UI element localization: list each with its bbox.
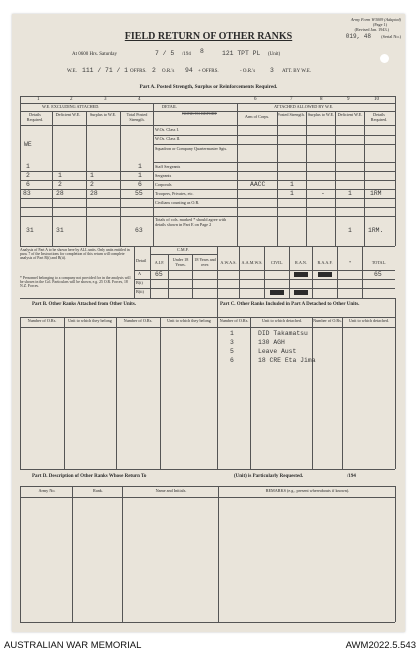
entry-c2-totals: 31 [56,227,64,234]
arm-corps-header: Arm of Corps. [244,114,270,119]
detail-troopers: Troopers, Privates, etc. [155,191,194,196]
entry-c1-sergeants: 2 [26,172,30,179]
detail-sqn-qm-sgts: Squadron or Company Quartermaster Sgts. [155,146,228,151]
details-required-header-2: Details Required. [370,112,388,122]
footer-institution: AUSTRALIAN WAR MEMORIAL [4,640,142,651]
detail-sergeants: Sergeants [155,173,172,178]
unit-label: (Unit) [268,52,281,57]
date-value: 7 / 5 [155,50,175,57]
surplus-header: Surplus to W.E. [89,112,117,117]
redaction-ran [294,272,308,277]
part-c-row-2-number: 3 [230,339,234,346]
col-2: 2 [70,97,73,102]
analysis-col-total: TOTAL. [371,260,387,265]
analysis-col-civil: CIVIL. [270,260,284,265]
at-hours-label: At 0600 Hrs. Saturday [72,52,117,57]
part-b-h-number-2: Number of O.Rs. [123,318,153,323]
part-c-row-1-unit: DID Takamatsu [258,330,308,337]
part-c-h-number: Number of O.Rs. [219,318,249,323]
unit-value: 121 TPT PL [222,50,261,57]
redaction-ran-2 [294,290,308,295]
part-b-title: Part B. Other Ranks Attached from Other Units. [32,302,137,307]
entry-c9-troopers: 1 [348,190,352,197]
part-c-row-3-unit: Leave Aust [258,348,297,355]
entry-c2-troopers: 28 [56,190,64,197]
revised-date: (Revised Jan. 1943.) [354,27,389,32]
form-sheet [12,14,405,632]
part-c-h-unit-2: Unit to which detached. [348,318,389,323]
col-9: 9 [347,97,350,102]
page-number: (Page 1) [372,22,387,27]
part-d-h-rank: Rank. [93,488,103,493]
entry-c8-troopers: - [321,190,325,197]
analysis-cmf-label: C.M.F. [177,247,189,252]
att-label: ATT. BY W.E. [282,69,312,74]
analysis-col-18-over: 18 Years and over. [194,257,216,267]
deficient-header: Deficient W.E. [55,112,81,117]
part-c-h-number-2: Number of O.Rs. [313,318,342,323]
analysis-total-a: 65 [374,271,382,278]
col-1: 1 [37,97,40,102]
analysis-col-under-18: Under 18 Years. [172,257,189,267]
detail-corporals: Corporals [155,182,172,187]
att-value: 3 [270,67,274,74]
analysis-col-raaf: R.A.A.F. [317,260,333,265]
we-tag: WE [24,141,32,148]
we-excluding-header: W.E. EXCLUDING ATTACHED. [42,104,100,109]
part-c-row-1-number: 1 [230,330,234,337]
detail-totals: Totals of cols. marked * should agree with details shown in Part E on Page 2 [155,217,227,227]
part-b-h-unit-2: Unit to which they belong [167,318,211,323]
entry-c1-staff-sgts: 1 [26,163,30,170]
entry-c3-troopers: 28 [90,190,98,197]
year-digit: 8 [200,48,204,55]
part-d-title: Part D. Description of Other Ranks Whose Return To [32,474,147,479]
entry-c4-corporals: 6 [138,181,142,188]
attached-header: ATTACHED ALLOWED BY W.E. [274,104,334,109]
ors-value: 94 [185,67,193,74]
detail-header: DETAIL [162,104,177,109]
col-7: 7 [290,97,293,102]
entry-c1-troopers: 83 [23,190,31,197]
entry-c6-arm: AACC [250,181,266,188]
analysis-col-aif: A.I.F. [154,260,165,265]
part-c-h-unit: Unit to which detached. [261,318,302,323]
serial-label: (Serial No.) [381,34,401,39]
detail-wo-class-2: W.Os. Class II. [155,136,181,141]
entry-c4-staff-sgts: 1 [138,163,142,170]
serial-number: 019, 48 [345,33,371,40]
part-c-row-4-unit: 18 CRE Eta Jima [258,357,316,364]
detail-civilians: Civilians counting as O.R. [155,200,200,205]
total-posted-header: Total Posted Strength. [126,112,148,122]
detail-wo-class-1: W.Os. Class I. [155,127,179,132]
deficient-header-2: Deficient W.E. [337,112,363,117]
part-c-title: Part C. Other Ranks Included in Part A Detached to Other Units. [220,302,360,307]
minus-ors-label: - O.R.'s [240,69,256,74]
analysis-col-ran: R.A.N. [295,260,307,265]
entry-c2-sergeants: 1 [58,172,62,179]
part-b-h-unit: Unit to which they belong [68,318,112,323]
col-8: 8 [320,97,323,102]
analysis-note-2: * Personnel belonging to a company not provided for in the analysis will be shown in the Col. Particulars will be shown, e.g. 25 O.R. Forces, 18 N.Z. Forces. [20,276,131,289]
surplus-header-2: Surplus to W.E. [307,112,335,117]
analysis-col-awas: A.W.A.S. [220,260,237,265]
col-6: 6 [254,97,257,102]
detail-staff-sergeants: Staff Sergeants [155,164,181,169]
analysis-row-bii: B(ii) [136,289,144,294]
form-number: Army Form W3009 (Adapted) [350,17,401,22]
part-c-row-2-unit: 130 AGH [258,339,285,346]
entry-c7-troopers: 1 [290,190,294,197]
posted-strength-header: Posted Strength. [277,112,305,117]
col-3: 3 [104,97,107,102]
part-d-h-army: Army No. [38,488,56,493]
we-label: W.E. [67,69,77,74]
offrs-value: 2 [152,67,156,74]
part-c-row-3-number: 5 [230,348,234,355]
we-value: 111 / 71 / 1 [82,67,129,74]
redaction-civil [270,290,284,295]
details-required-header: Details Required. [26,112,44,122]
entry-c1-totals: 31 [26,227,34,234]
entry-c10-totals: 1RM. [368,227,384,234]
analysis-col-aamws: A.A.M.W.S. [241,260,263,265]
analysis-aif-a: 65 [155,271,163,278]
footer-accession: AWM2022.5.543 [345,640,416,651]
entry-c2-corporals: 2 [58,181,62,188]
plus-offrs-label: + OFFRS. [198,69,219,74]
entry-c9-totals: 1 [348,227,352,234]
analysis-detail-label: Detail [136,258,147,263]
part-d-title-2: (Unit) is Particularly Requested. [234,474,304,479]
entry-c7-corporals: 1 [290,181,294,188]
year-prefix: /194 [182,52,191,57]
entry-c4-troopers: 55 [135,190,143,197]
col-4: 4 [138,97,141,102]
entry-c3-corporals: 2 [90,181,94,188]
offrs-label: OFFRS. [130,69,147,74]
entry-c4-sergeants: 1 [138,172,142,179]
part-d-h-remarks: REMARKS (e.g., present whereabouts if known). [265,488,350,493]
entry-c3-sergeants: 1 [90,172,94,179]
part-c-row-4-number: 6 [230,357,234,364]
entry-c1-corporals: 6 [26,181,30,188]
footer [0,638,420,653]
part-a-title: Part A. Posted Strength, Surplus or Reinforcements Required. [139,84,278,90]
analysis-row-a: A [138,271,142,276]
ors-label: O.R.'s [162,69,175,74]
analysis-row-bi: B(i) [136,280,143,285]
punch-hole [380,54,389,63]
strike-text: NONE TO REPORT [182,111,217,116]
redaction-raaf [318,272,332,277]
entry-c10-troopers: 1RM [370,190,382,197]
entry-c4-totals: 63 [135,227,143,234]
form-title: FIELD RETURN OF OTHER RANKS [124,31,293,42]
part-d-title-3: /194 [347,474,356,479]
part-b-h-number: Number of O.Rs. [27,318,57,323]
part-d-h-name: Name and Initials. [155,488,187,493]
analysis-col-star: * [348,260,352,265]
col-10: 10 [374,97,379,102]
analysis-note: Analysis of Part A to be shown here by ALL units. Only units entitled in para. 7 of the Instructions for completion of this return will complete analysis of Part B(i) and B(ii). [20,248,130,261]
